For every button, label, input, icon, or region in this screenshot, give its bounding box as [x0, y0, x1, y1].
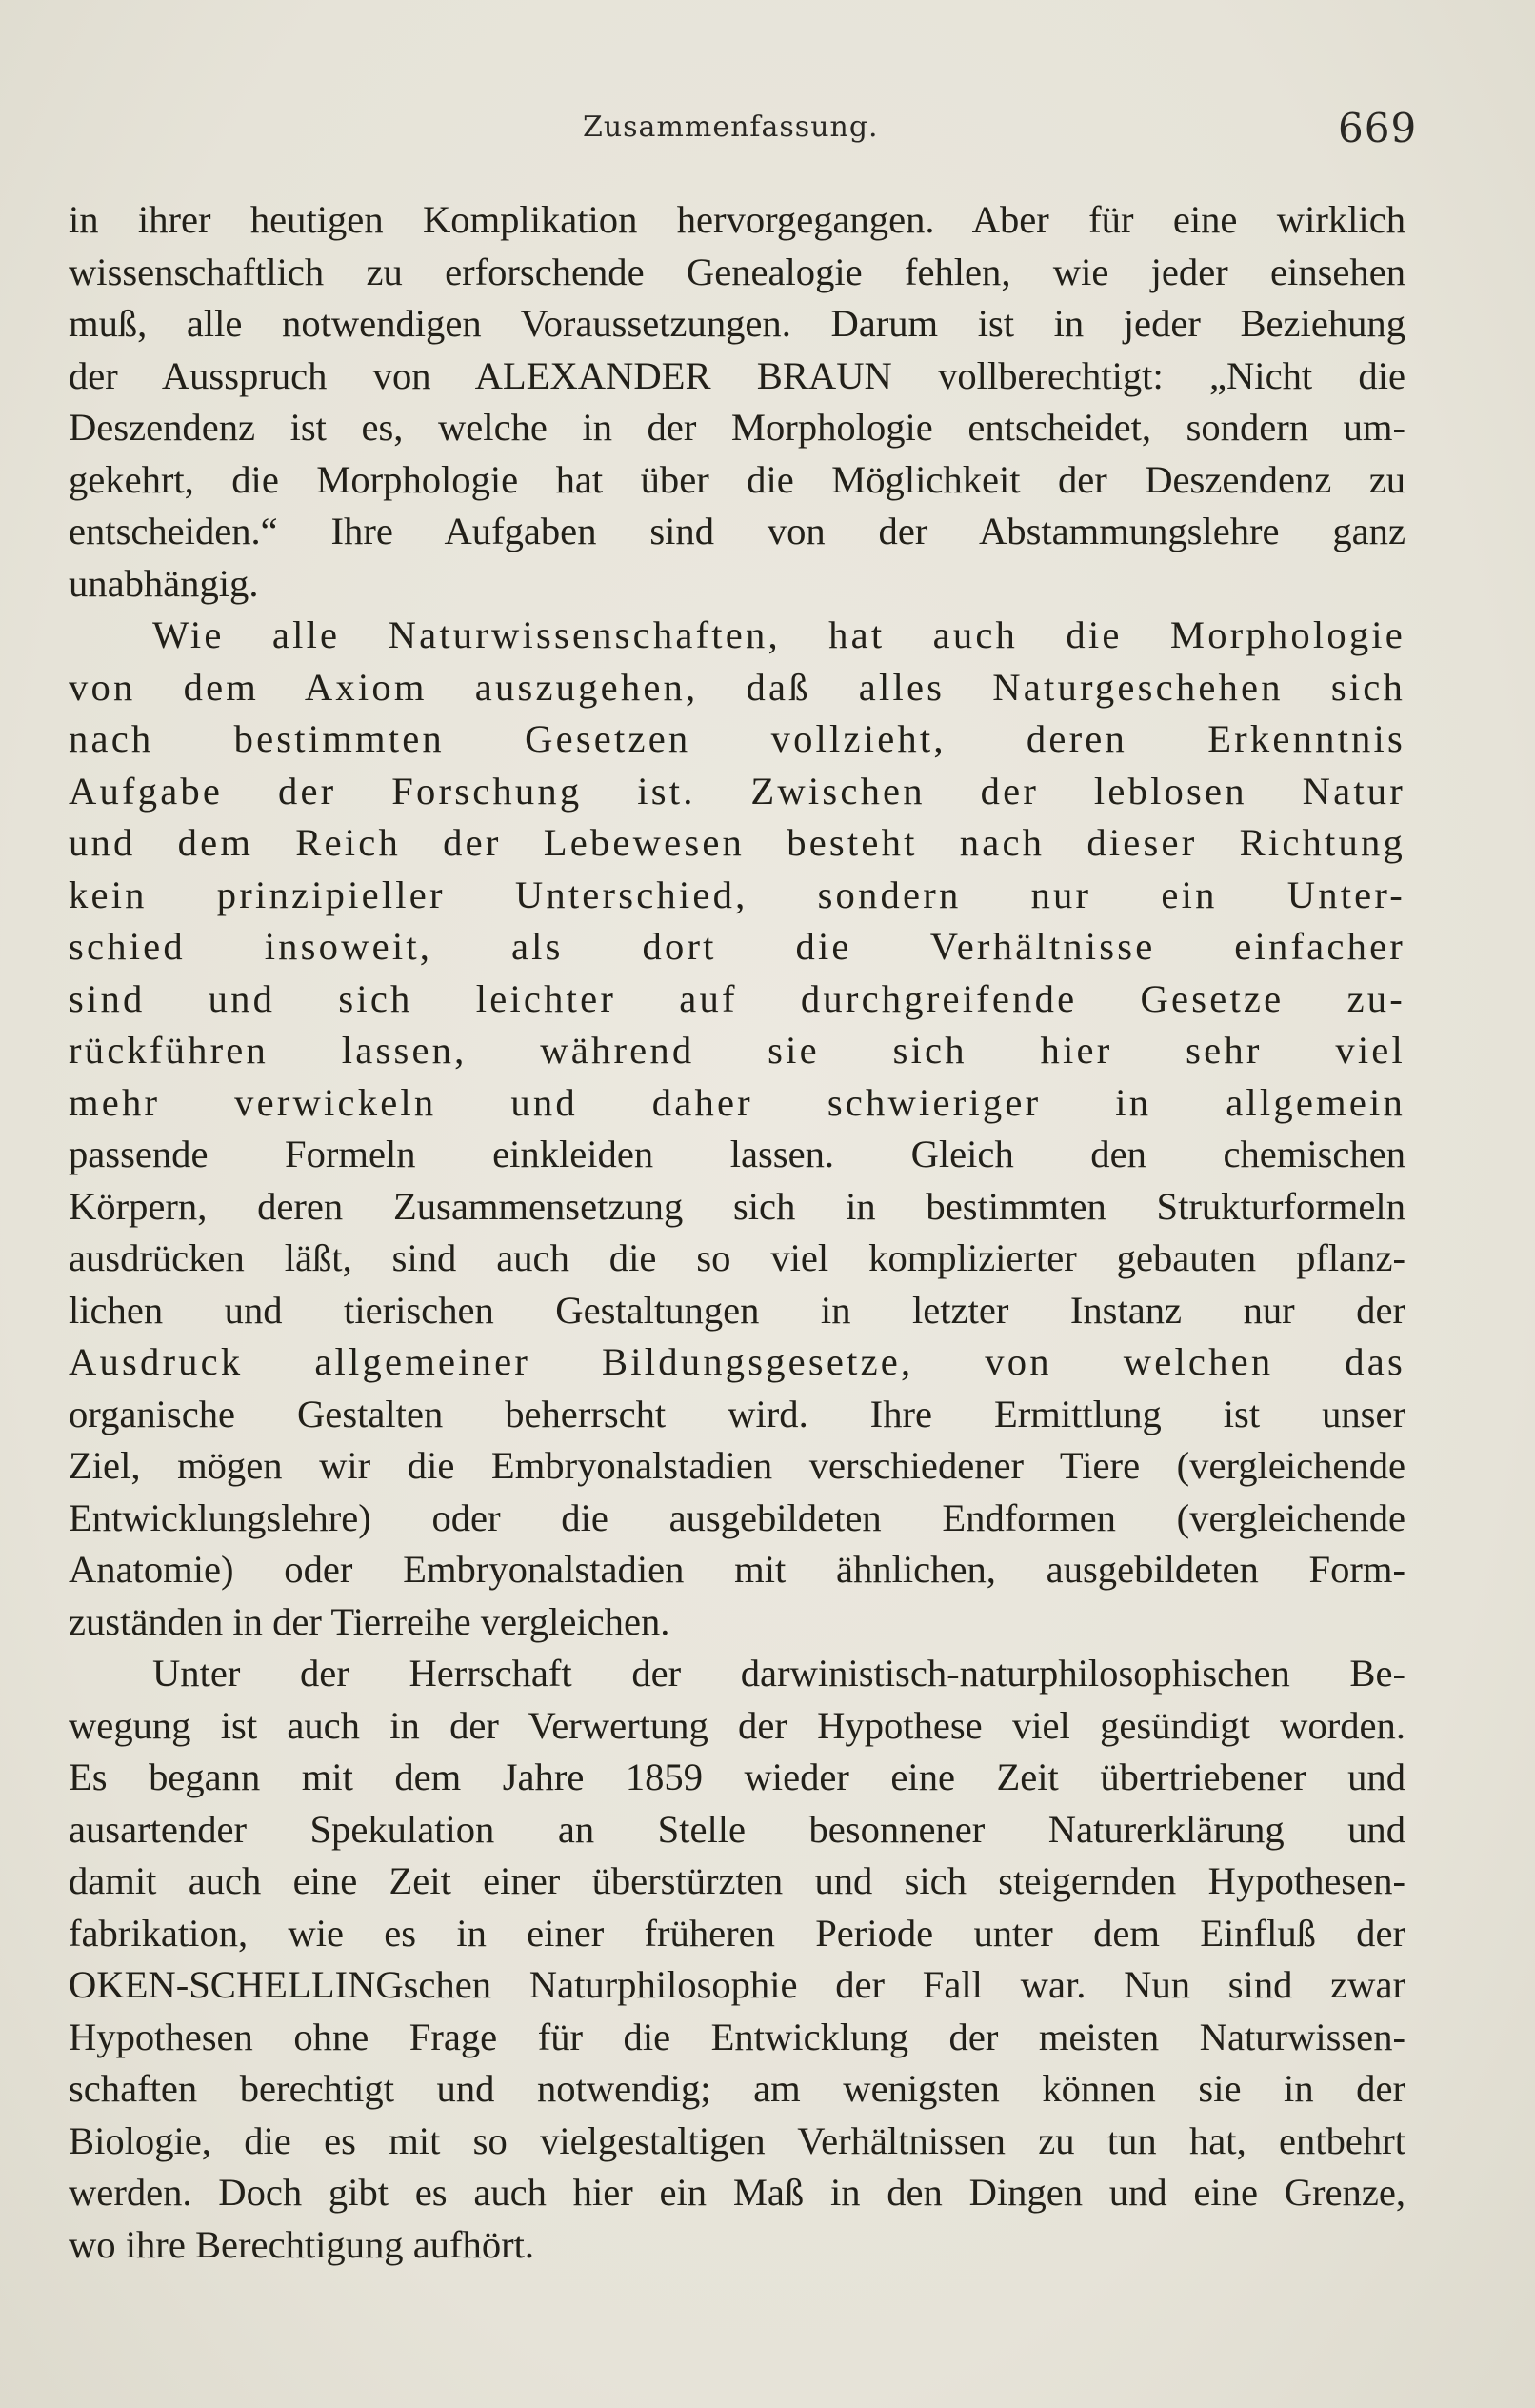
- body-text: [69, 194, 1405, 2271]
- text-line: muß, alle notwendigen Voraussetzungen. Darum ist in jeder Beziehung: [69, 302, 1405, 345]
- text-line: Ausdruck allgemeiner Bildungsgesetze, von welchen das: [69, 1340, 1405, 1383]
- text-line: in ihrer heutigen Komplikation hervorgegangen. Aber für eine wirklich: [69, 198, 1405, 241]
- text-line: mehr verwickeln und daher schwieriger in allgemein: [69, 1080, 1405, 1124]
- text-line: passende Formeln einkleiden lassen. Gleich den chemischen: [69, 1133, 1405, 1175]
- text-line: und dem Reich der Lebewesen besteht nach dieser Richtung: [69, 821, 1405, 864]
- text-line: Unter der Herrschaft der darwinistisch-naturphilosophischen Be-: [152, 1652, 1405, 1695]
- text-line: schied insoweit, als dort die Verhältnisse einfacher: [69, 925, 1405, 968]
- running-title: Zusammenfassung.: [583, 110, 879, 144]
- text-line: Hypothesen ohne Frage für die Entwicklung der meisten Naturwissen-: [69, 2015, 1405, 2058]
- text-line: Es begann mit dem Jahre 1859 wieder eine Zeit übertriebener und: [69, 1756, 1405, 1798]
- text-line: Körpern, deren Zusammensetzung sich in bestimmten Strukturformeln: [69, 1184, 1405, 1228]
- text-line: Entwicklungslehre) oder die ausgebildeten Endformen (vergleichende: [69, 1495, 1405, 1539]
- text-line: sind und sich leichter auf durchgreifende Gesetze zu-: [69, 976, 1405, 1020]
- text-line: werden. Doch gibt es auch hier ein Maß in den Dingen und eine Grenze,: [69, 2171, 1405, 2214]
- text-line: wo ihre Berechtigung aufhört.: [69, 2222, 535, 2266]
- text-line: ausdrücken läßt, sind auch die so viel komplizierter gebauten pflanz-: [69, 1236, 1405, 1279]
- text-line: wegung ist auch in der Verwertung der Hypothese viel gesündigt worden.: [69, 1703, 1405, 1747]
- text-line: Biologie, die es mit so vielgestaltigen Verhältnissen zu tun hat, entbehrt: [69, 2118, 1405, 2162]
- paragraph-2: [69, 610, 1405, 1648]
- text-line: rückführen lassen, während sie sich hier sehr viel: [69, 1029, 1405, 1072]
- text-line: Anatomie) oder Embryonalstadien mit ähnlichen, ausgebildeten Form-: [69, 1548, 1405, 1591]
- text-line: gekehrt, die Morphologie hat über die Möglichkeit der Deszendenz zu: [69, 457, 1405, 501]
- text-line: von dem Axiom auszugehen, daß alles Naturgeschehen sich: [69, 665, 1405, 709]
- text-line: nach bestimmten Gesetzen vollzieht, deren Erkenntnis: [69, 717, 1405, 760]
- text-line: kein prinzipieller Unterschied, sondern nur ein Unter-: [69, 873, 1405, 916]
- paragraph-1: [69, 194, 1405, 610]
- text-line: zuständen in der Tierreihe vergleichen.: [69, 1599, 670, 1643]
- text-line: Aufgabe der Forschung ist. Zwischen der leblosen Natur: [69, 769, 1405, 813]
- text-line: schaften berechtigt und notwendig; am wenigsten können sie in der: [69, 2067, 1405, 2110]
- text-line: entscheiden.“ Ihre Aufgaben sind von der Abstammungslehre ganz: [69, 510, 1405, 552]
- text-line: ausartender Spekulation an Stelle besonnener Naturerklärung und: [69, 1807, 1405, 1851]
- text-line: unabhängig.: [69, 561, 259, 605]
- running-header: [0, 105, 1535, 162]
- text-line: OKEN-SCHELLINGschen Naturphilosophie der Fall war. Nun sind zwar: [69, 1963, 1405, 2006]
- text-line: Ziel, mögen wir die Embryonalstadien verschiedener Tiere (vergleichende: [69, 1444, 1405, 1487]
- text-line: der Ausspruch von ALEXANDER BRAUN vollberechtigt: „Nicht die: [69, 353, 1405, 397]
- text-line: Wie alle Naturwissenschaften, hat auch die Morphologie: [152, 613, 1405, 656]
- text-line: wissenschaftlich zu erforschende Genealogie fehlen, wie jeder einsehen: [69, 250, 1405, 293]
- text-line: Deszendenz ist es, welche in der Morphologie entscheidet, sondern um-: [69, 406, 1405, 449]
- text-line: organische Gestalten beherrscht wird. Ihre Ermittlung ist unser: [69, 1392, 1405, 1435]
- page-number: 669: [1338, 105, 1418, 151]
- text-line: lichen und tierischen Gestaltungen in letzter Instanz nur der: [69, 1288, 1405, 1332]
- paragraph-3: [69, 1648, 1405, 2271]
- text-line: fabrikation, wie es in einer früheren Periode unter dem Einfluß der: [69, 1911, 1405, 1955]
- text-line: damit auch eine Zeit einer überstürzten und sich steigernden Hypothesen-: [69, 1859, 1405, 1902]
